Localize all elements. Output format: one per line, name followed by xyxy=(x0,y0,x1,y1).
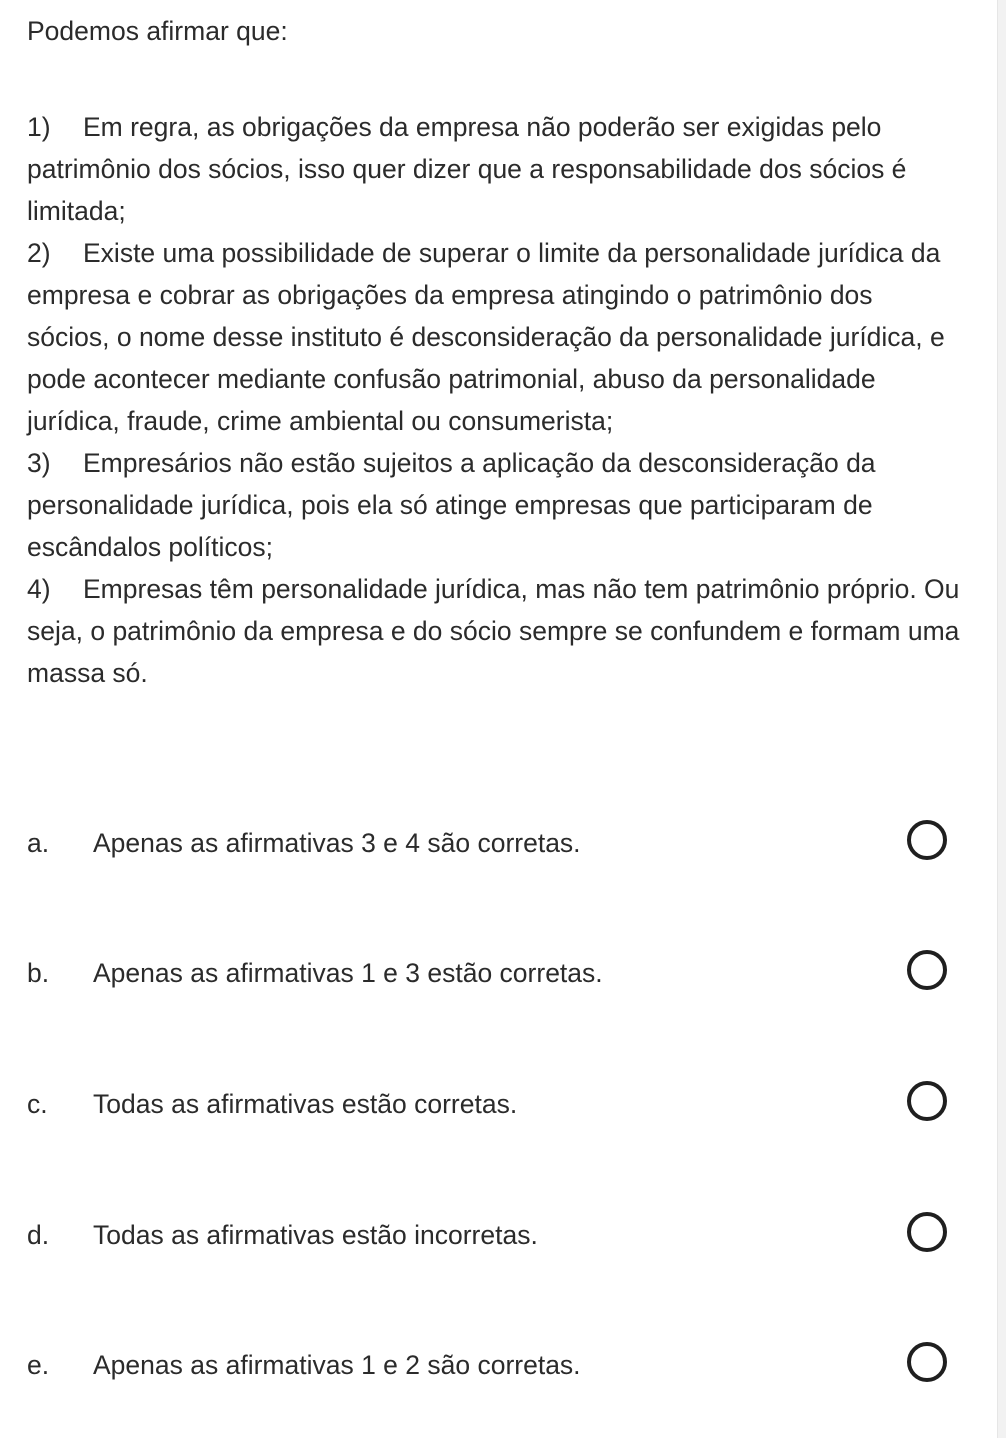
option-letter: b. xyxy=(27,958,50,988)
radio-button[interactable] xyxy=(907,1212,947,1252)
question-text xyxy=(27,10,962,694)
radio-button[interactable] xyxy=(907,820,947,860)
option-b[interactable] xyxy=(27,944,967,1004)
option-label: Apenas as afirmativas 1 e 2 são corretas. xyxy=(93,1350,581,1380)
option-label: Todas as afirmativas estão corretas. xyxy=(93,1089,518,1119)
option-label: Apenas as afirmativas 3 e 4 são corretas. xyxy=(93,828,581,858)
option-letter: e. xyxy=(27,1350,50,1380)
statement-text: Empresas têm personalidade jurídica, mas não tem patrimônio próprio. Ou seja, o patrimônio da empresa e do sócio sempre se confundem e formam uma massa só. xyxy=(27,574,960,688)
radio-button[interactable] xyxy=(907,1342,947,1382)
statement-number: 3) xyxy=(27,448,51,478)
page-edge xyxy=(997,0,1006,1438)
statement-3 xyxy=(27,442,962,568)
radio-button[interactable] xyxy=(907,1081,947,1121)
statement-number: 2) xyxy=(27,238,51,268)
option-e[interactable] xyxy=(27,1336,967,1396)
statement-text: Existe uma possibilidade de superar o limite da personalidade jurídica da empresa e cobrar as obrigações da empresa atingindo o patrimônio dos sócios, o nome desse instituto é desconsideração da personalidade jurídica, e pode acontecer mediante confusão patrimonial, abuso da personalidade jurídica, fraude, crime ambiental ou consumerista; xyxy=(27,238,945,436)
radio-button[interactable] xyxy=(907,950,947,990)
option-a[interactable] xyxy=(27,814,967,874)
option-d[interactable] xyxy=(27,1206,967,1266)
statement-text: Em regra, as obrigações da empresa não poderão ser exigidas pelo patrimônio dos sócios, isso quer dizer que a responsabilidade dos sócios é limitada; xyxy=(27,112,907,226)
statement-text: Empresários não estão sujeitos a aplicação da desconsideração da personalidade jurídica, pois ela só atinge empresas que participaram de escândalos políticos; xyxy=(27,448,876,562)
option-letter: c. xyxy=(27,1089,48,1119)
statement-4 xyxy=(27,568,962,694)
statement-number: 4) xyxy=(27,574,51,604)
question-intro: Podemos afirmar que: xyxy=(27,16,288,46)
spacer xyxy=(27,52,962,106)
option-letter: a. xyxy=(27,828,50,858)
statement-2 xyxy=(27,232,962,442)
statement-number: 1) xyxy=(27,112,51,142)
option-label: Todas as afirmativas estão incorretas. xyxy=(93,1220,538,1250)
option-label: Apenas as afirmativas 1 e 3 estão corretas. xyxy=(93,958,603,988)
option-letter: d. xyxy=(27,1220,50,1250)
option-c[interactable] xyxy=(27,1075,967,1135)
statement-1 xyxy=(27,106,962,232)
